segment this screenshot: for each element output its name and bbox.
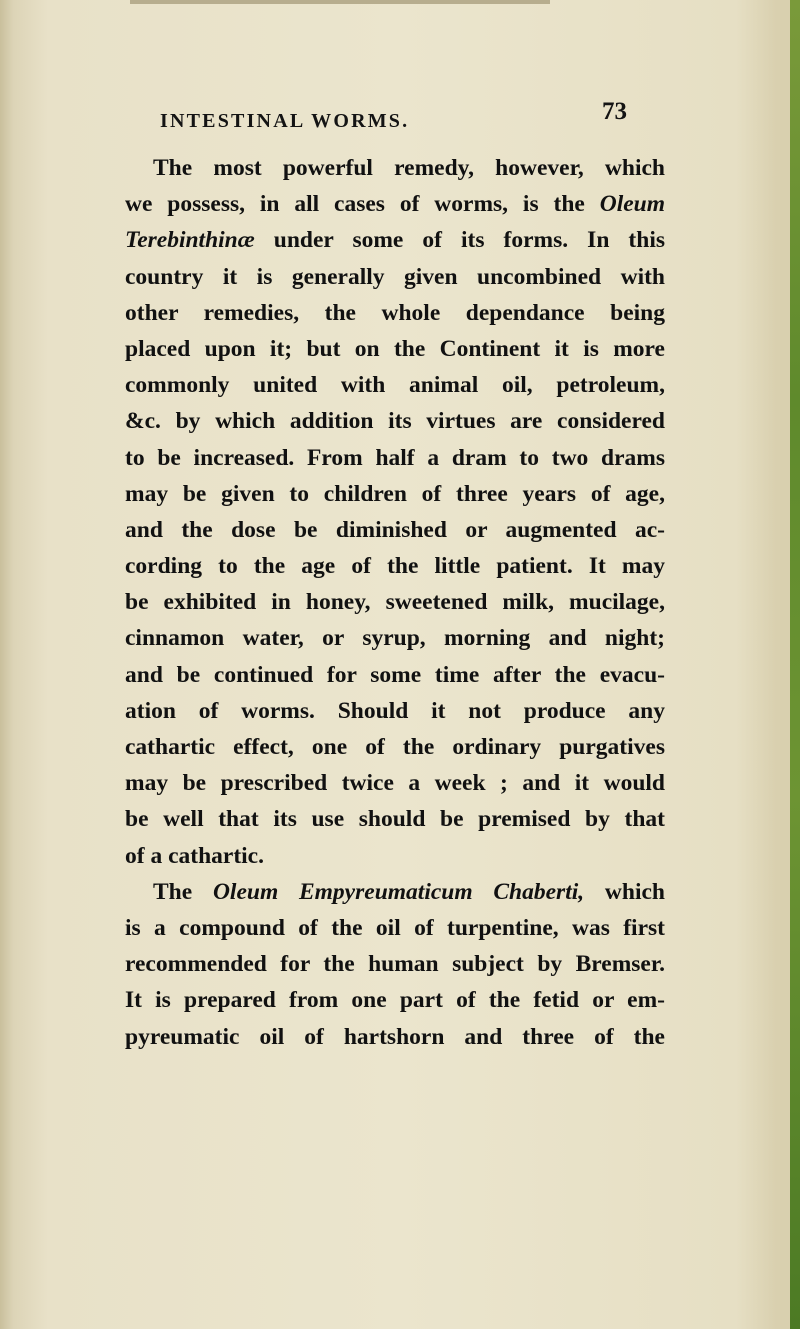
text-line: cathartic effect, one of the ordinary purgatives bbox=[125, 734, 665, 760]
text-line: be exhibited in honey, sweetened milk, mucilage, bbox=[125, 589, 665, 616]
text-line: placed upon it; but on the Continent it is more bbox=[125, 335, 665, 362]
text-line: cinnamon water, or syrup, morning and night; bbox=[125, 625, 665, 652]
text-line: of a cathartic. bbox=[125, 842, 264, 869]
text-line: may be prescribed twice a week ; and it would bbox=[125, 770, 665, 797]
text-line: and the dose be diminished or augmented ac- bbox=[125, 516, 665, 543]
page-header bbox=[0, 98, 800, 138]
text-line: &c. by which addition its virtues are considered bbox=[125, 408, 665, 435]
running-title: INTESTINAL WORMS. bbox=[160, 110, 410, 132]
italic-term: Terebinthinæ bbox=[125, 227, 255, 254]
body-text bbox=[125, 150, 665, 1055]
text-line: country it is generally given uncombined with bbox=[125, 263, 665, 290]
text-line: It is prepared from one part of the fetid or em- bbox=[125, 987, 665, 1014]
text-span: The bbox=[153, 878, 213, 905]
page-number: 73 bbox=[602, 98, 627, 125]
paragraph-2 bbox=[125, 874, 665, 1055]
text-line bbox=[125, 222, 665, 258]
top-edge-shadow bbox=[130, 0, 550, 4]
text-line: be well that its use should be premised by that bbox=[125, 806, 665, 833]
page-gutter-shadow bbox=[0, 0, 14, 1329]
text-line: pyreumatic oil of hartshorn and three of the bbox=[125, 1023, 665, 1050]
text-line: other remedies, the whole dependance being bbox=[125, 299, 665, 326]
text-line: cording to the age of the little patient. It may bbox=[125, 553, 665, 580]
text-line bbox=[125, 874, 665, 910]
text-line: to be increased. From half a dram to two drams bbox=[125, 444, 665, 471]
text-span: we possess, in all cases of worms, is the bbox=[125, 191, 600, 218]
text-line bbox=[125, 186, 665, 222]
text-line: may be given to children of three years of age, bbox=[125, 480, 665, 507]
text-line: is a compound of the oil of turpentine, was first bbox=[125, 914, 665, 941]
text-line: recommended for the human subject by Bremser. bbox=[125, 951, 665, 978]
italic-term: Oleum bbox=[599, 191, 665, 218]
text-span: under some of its forms. In this bbox=[254, 227, 665, 254]
text-line: The most powerful remedy, however, which bbox=[153, 155, 665, 181]
text-line: commonly united with animal oil, petroleum, bbox=[125, 372, 665, 399]
text-line: and be continued for some time after the evacu- bbox=[125, 661, 665, 688]
text-span: which bbox=[584, 878, 665, 905]
book-cover-edge bbox=[790, 0, 800, 1329]
text-line: ation of worms. Should it not produce any bbox=[125, 697, 665, 724]
italic-term: Oleum Empyreumaticum Chaberti, bbox=[212, 878, 585, 905]
paragraph-1 bbox=[125, 150, 665, 874]
